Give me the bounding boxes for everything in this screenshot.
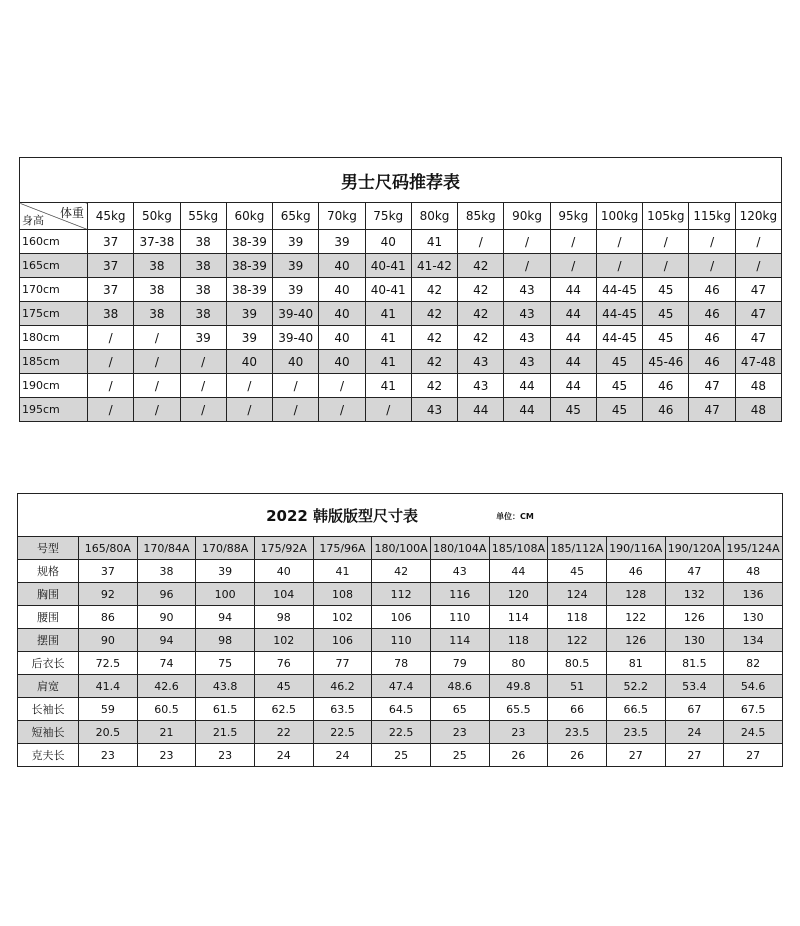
weight-header-cell: 115kg bbox=[689, 203, 735, 230]
measurement-value-cell: 22.5 bbox=[313, 721, 372, 744]
unit-label: 单位：CM bbox=[496, 511, 534, 521]
size-value-cell: / bbox=[458, 230, 504, 254]
measurement-value-cell: 38 bbox=[137, 560, 196, 583]
size-recommendation-table bbox=[19, 157, 782, 422]
size-value-cell: / bbox=[596, 254, 642, 278]
size-value-cell: / bbox=[134, 374, 180, 398]
size-value-cell: 45 bbox=[550, 398, 596, 422]
table-row bbox=[18, 560, 783, 583]
weight-header-cell: 80kg bbox=[411, 203, 457, 230]
measurement-value-cell: 27 bbox=[606, 744, 665, 767]
size-value-cell: 46 bbox=[689, 278, 735, 302]
measurement-value-cell: 60.5 bbox=[137, 698, 196, 721]
size-value-cell: 38 bbox=[180, 278, 226, 302]
weight-header-cell: 65kg bbox=[273, 203, 319, 230]
size-value-cell: 46 bbox=[643, 398, 689, 422]
measurement-value-cell: 106 bbox=[313, 629, 372, 652]
measurement-value-cell: 25 bbox=[430, 744, 489, 767]
measurement-value-cell: 94 bbox=[196, 606, 255, 629]
size-code-cell: 170/84A bbox=[137, 537, 196, 560]
measurement-value-cell: 26 bbox=[489, 744, 548, 767]
measurement-value-cell: 61.5 bbox=[196, 698, 255, 721]
measurement-value-cell: 45 bbox=[254, 675, 313, 698]
measurement-value-cell: 81 bbox=[606, 652, 665, 675]
measurement-value-cell: 23 bbox=[79, 744, 138, 767]
size-value-cell: 38 bbox=[180, 302, 226, 326]
size-value-cell: 40 bbox=[319, 350, 365, 374]
measurement-row-header: 肩宽 bbox=[18, 675, 79, 698]
measurement-value-cell: 27 bbox=[665, 744, 724, 767]
measurement-value-cell: 24 bbox=[665, 721, 724, 744]
size-code-cell: 175/96A bbox=[313, 537, 372, 560]
measurement-value-cell: 134 bbox=[724, 629, 783, 652]
measurement-value-cell: 122 bbox=[606, 606, 665, 629]
size-value-cell: 45 bbox=[596, 350, 642, 374]
size-value-cell: 38 bbox=[134, 278, 180, 302]
measurement-value-cell: 22 bbox=[254, 721, 313, 744]
measurement-value-cell: 23 bbox=[489, 721, 548, 744]
height-row-header: 170cm bbox=[20, 278, 88, 302]
measurement-value-cell: 21.5 bbox=[196, 721, 255, 744]
size-value-cell: 43 bbox=[458, 374, 504, 398]
table-row bbox=[18, 744, 783, 767]
size-value-cell: 41 bbox=[365, 374, 411, 398]
size-value-cell: 40-41 bbox=[365, 278, 411, 302]
measurement-value-cell: 77 bbox=[313, 652, 372, 675]
weight-header-cell: 55kg bbox=[180, 203, 226, 230]
size-value-cell: 39 bbox=[180, 326, 226, 350]
measurement-value-cell: 45 bbox=[548, 560, 607, 583]
size-value-cell: 47 bbox=[735, 302, 781, 326]
measurement-value-cell: 26 bbox=[548, 744, 607, 767]
measurement-value-cell: 80 bbox=[489, 652, 548, 675]
size-value-cell: 48 bbox=[735, 374, 781, 398]
size-code-cell: 190/116A bbox=[606, 537, 665, 560]
size-value-cell: / bbox=[180, 398, 226, 422]
weight-header-cell: 90kg bbox=[504, 203, 550, 230]
size-value-cell: 42 bbox=[458, 326, 504, 350]
size-code-cell: 180/104A bbox=[430, 537, 489, 560]
size-value-cell: / bbox=[735, 254, 781, 278]
size-value-cell: 44 bbox=[504, 398, 550, 422]
measurement-value-cell: 72.5 bbox=[79, 652, 138, 675]
measurement-value-cell: 114 bbox=[489, 606, 548, 629]
measurement-value-cell: 128 bbox=[606, 583, 665, 606]
size-value-cell: 45-46 bbox=[643, 350, 689, 374]
size-code-cell: 165/80A bbox=[79, 537, 138, 560]
table-row bbox=[18, 606, 783, 629]
korean-fit-size-table bbox=[17, 493, 783, 767]
size-value-cell: 43 bbox=[504, 278, 550, 302]
weight-header-cell: 50kg bbox=[134, 203, 180, 230]
measurement-value-cell: 47 bbox=[665, 560, 724, 583]
size-value-cell: 39 bbox=[319, 230, 365, 254]
measurement-value-cell: 41 bbox=[313, 560, 372, 583]
size-value-cell: / bbox=[134, 326, 180, 350]
measurement-value-cell: 79 bbox=[430, 652, 489, 675]
size-value-cell: 45 bbox=[596, 398, 642, 422]
height-row-header: 190cm bbox=[20, 374, 88, 398]
size-value-cell: 44 bbox=[504, 374, 550, 398]
size-value-cell: 37 bbox=[88, 230, 134, 254]
size-value-cell: 38-39 bbox=[226, 230, 272, 254]
weight-header-cell: 60kg bbox=[226, 203, 272, 230]
measurement-value-cell: 130 bbox=[724, 606, 783, 629]
size-value-cell: / bbox=[180, 374, 226, 398]
size-value-cell: 37 bbox=[88, 254, 134, 278]
size-value-cell: / bbox=[319, 374, 365, 398]
size-value-cell: 39 bbox=[226, 326, 272, 350]
measurement-value-cell: 24.5 bbox=[724, 721, 783, 744]
size-value-cell: 40 bbox=[365, 230, 411, 254]
size-value-cell: 43 bbox=[411, 398, 457, 422]
measurement-value-cell: 24 bbox=[313, 744, 372, 767]
measurement-value-cell: 132 bbox=[665, 583, 724, 606]
measurement-value-cell: 102 bbox=[254, 629, 313, 652]
measurement-value-cell: 76 bbox=[254, 652, 313, 675]
table-row bbox=[20, 374, 782, 398]
size-value-cell: 37-38 bbox=[134, 230, 180, 254]
size-value-cell: 40-41 bbox=[365, 254, 411, 278]
table-row bbox=[18, 721, 783, 744]
size-value-cell: 43 bbox=[504, 302, 550, 326]
size-value-cell: / bbox=[504, 230, 550, 254]
measurement-value-cell: 122 bbox=[548, 629, 607, 652]
table-row bbox=[18, 675, 783, 698]
size-value-cell: / bbox=[689, 230, 735, 254]
size-value-cell: / bbox=[273, 374, 319, 398]
table-row bbox=[18, 652, 783, 675]
size-value-cell: / bbox=[226, 398, 272, 422]
size-value-cell: 44 bbox=[550, 302, 596, 326]
measurement-value-cell: 21 bbox=[137, 721, 196, 744]
weight-header-cell: 100kg bbox=[596, 203, 642, 230]
size-value-cell: / bbox=[226, 374, 272, 398]
table-row bbox=[20, 254, 782, 278]
table-row bbox=[20, 398, 782, 422]
measurement-value-cell: 126 bbox=[665, 606, 724, 629]
measurement-value-cell: 22.5 bbox=[372, 721, 431, 744]
size-value-cell: 39-40 bbox=[273, 326, 319, 350]
measurement-value-cell: 90 bbox=[79, 629, 138, 652]
measurement-value-cell: 23.5 bbox=[606, 721, 665, 744]
height-row-header: 175cm bbox=[20, 302, 88, 326]
measurement-value-cell: 66.5 bbox=[606, 698, 665, 721]
size-value-cell: 47 bbox=[689, 374, 735, 398]
size-code-cell: 185/108A bbox=[489, 537, 548, 560]
weight-header-cell: 75kg bbox=[365, 203, 411, 230]
height-row-header: 160cm bbox=[20, 230, 88, 254]
measurement-value-cell: 120 bbox=[489, 583, 548, 606]
measurement-value-cell: 124 bbox=[548, 583, 607, 606]
measurement-row-header: 腰围 bbox=[18, 606, 79, 629]
measurement-value-cell: 81.5 bbox=[665, 652, 724, 675]
size-value-cell: / bbox=[550, 254, 596, 278]
table-row bbox=[20, 350, 782, 374]
size-value-cell: / bbox=[643, 254, 689, 278]
korean-fit-size-title bbox=[18, 494, 783, 537]
measurement-value-cell: 74 bbox=[137, 652, 196, 675]
measurement-value-cell: 75 bbox=[196, 652, 255, 675]
measurement-value-cell: 110 bbox=[430, 606, 489, 629]
table-row bbox=[20, 230, 782, 254]
measurement-value-cell: 92 bbox=[79, 583, 138, 606]
measurement-value-cell: 86 bbox=[79, 606, 138, 629]
measurement-value-cell: 67.5 bbox=[724, 698, 783, 721]
measurement-value-cell: 130 bbox=[665, 629, 724, 652]
size-value-cell: 40 bbox=[273, 350, 319, 374]
size-value-cell: 46 bbox=[689, 302, 735, 326]
size-code-cell: 170/88A bbox=[196, 537, 255, 560]
size-value-cell: 47 bbox=[735, 278, 781, 302]
size-value-cell: / bbox=[319, 398, 365, 422]
measurement-value-cell: 102 bbox=[313, 606, 372, 629]
table-row bbox=[20, 278, 782, 302]
size-value-cell: / bbox=[643, 230, 689, 254]
size-code-cell: 190/120A bbox=[665, 537, 724, 560]
measurement-value-cell: 23 bbox=[137, 744, 196, 767]
measurement-value-cell: 48 bbox=[724, 560, 783, 583]
measurement-value-cell: 114 bbox=[430, 629, 489, 652]
size-value-cell: 40 bbox=[319, 278, 365, 302]
size-value-cell: 41 bbox=[365, 302, 411, 326]
measurement-value-cell: 78 bbox=[372, 652, 431, 675]
size-value-cell: 42 bbox=[411, 326, 457, 350]
measurement-value-cell: 94 bbox=[137, 629, 196, 652]
size-value-cell: 38 bbox=[180, 254, 226, 278]
measurement-value-cell: 63.5 bbox=[313, 698, 372, 721]
size-code-cell: 175/92A bbox=[254, 537, 313, 560]
size-value-cell: 44 bbox=[550, 326, 596, 350]
measurement-value-cell: 41.4 bbox=[79, 675, 138, 698]
measurement-value-cell: 66 bbox=[548, 698, 607, 721]
measurement-value-cell: 46.2 bbox=[313, 675, 372, 698]
size-value-cell: 43 bbox=[504, 326, 550, 350]
measurement-value-cell: 118 bbox=[489, 629, 548, 652]
measurement-value-cell: 23 bbox=[430, 721, 489, 744]
measurement-value-cell: 80.5 bbox=[548, 652, 607, 675]
size-value-cell: 46 bbox=[643, 374, 689, 398]
measurement-value-cell: 59 bbox=[79, 698, 138, 721]
size-value-cell: 46 bbox=[689, 326, 735, 350]
weight-header-cell: 95kg bbox=[550, 203, 596, 230]
size-code-cell: 185/112A bbox=[548, 537, 607, 560]
size-value-cell: / bbox=[689, 254, 735, 278]
size-code-header: 号型 bbox=[18, 537, 79, 560]
measurement-value-cell: 51 bbox=[548, 675, 607, 698]
measurement-value-cell: 98 bbox=[254, 606, 313, 629]
size-value-cell: 42 bbox=[411, 278, 457, 302]
size-value-cell: 44-45 bbox=[596, 278, 642, 302]
size-recommendation-title: 男士尺码推荐表 bbox=[20, 158, 782, 203]
measurement-value-cell: 82 bbox=[724, 652, 783, 675]
size-value-cell: 38-39 bbox=[226, 278, 272, 302]
size-code-cell: 180/100A bbox=[372, 537, 431, 560]
size-value-cell: 44 bbox=[458, 398, 504, 422]
size-value-cell: 42 bbox=[411, 302, 457, 326]
weight-header-cell: 85kg bbox=[458, 203, 504, 230]
size-value-cell: 42 bbox=[411, 374, 457, 398]
size-value-cell: 38-39 bbox=[226, 254, 272, 278]
measurement-row-header: 胸围 bbox=[18, 583, 79, 606]
measurement-row-header: 摆围 bbox=[18, 629, 79, 652]
measurement-value-cell: 136 bbox=[724, 583, 783, 606]
size-value-cell: 42 bbox=[458, 254, 504, 278]
measurement-value-cell: 104 bbox=[254, 583, 313, 606]
measurement-row-header: 克夫长 bbox=[18, 744, 79, 767]
measurement-value-cell: 96 bbox=[137, 583, 196, 606]
measurement-value-cell: 112 bbox=[372, 583, 431, 606]
size-value-cell: 41 bbox=[365, 326, 411, 350]
size-value-cell: 45 bbox=[643, 302, 689, 326]
measurement-value-cell: 67 bbox=[665, 698, 724, 721]
size-value-cell: / bbox=[88, 374, 134, 398]
size-value-cell: 43 bbox=[458, 350, 504, 374]
height-label: 身高 bbox=[22, 214, 44, 227]
measurement-value-cell: 39 bbox=[196, 560, 255, 583]
size-value-cell: 41-42 bbox=[411, 254, 457, 278]
measurement-value-cell: 40 bbox=[254, 560, 313, 583]
size-value-cell: 39-40 bbox=[273, 302, 319, 326]
size-value-cell: 44 bbox=[550, 278, 596, 302]
size-value-cell: 42 bbox=[458, 302, 504, 326]
measurement-row-header: 长袖长 bbox=[18, 698, 79, 721]
table-row bbox=[18, 583, 783, 606]
size-value-cell: 37 bbox=[88, 278, 134, 302]
measurement-value-cell: 118 bbox=[548, 606, 607, 629]
size-value-cell: 38 bbox=[134, 302, 180, 326]
size-value-cell: / bbox=[134, 350, 180, 374]
size-value-cell: 41 bbox=[411, 230, 457, 254]
size-value-cell: 40 bbox=[319, 254, 365, 278]
size-value-cell: / bbox=[504, 254, 550, 278]
measurement-value-cell: 62.5 bbox=[254, 698, 313, 721]
size-value-cell: / bbox=[88, 350, 134, 374]
size-value-cell: 39 bbox=[273, 254, 319, 278]
weight-header-cell: 120kg bbox=[735, 203, 781, 230]
size-value-cell: 45 bbox=[596, 374, 642, 398]
size-value-cell: 47-48 bbox=[735, 350, 781, 374]
measurement-value-cell: 65 bbox=[430, 698, 489, 721]
size-value-cell: 45 bbox=[643, 278, 689, 302]
size-value-cell: 40 bbox=[319, 326, 365, 350]
measurement-row-header: 短袖长 bbox=[18, 721, 79, 744]
size-value-cell: 39 bbox=[273, 230, 319, 254]
measurement-value-cell: 108 bbox=[313, 583, 372, 606]
measurement-row-header: 后衣长 bbox=[18, 652, 79, 675]
measurement-value-cell: 42 bbox=[372, 560, 431, 583]
size-value-cell: / bbox=[134, 398, 180, 422]
size-value-cell: 38 bbox=[180, 230, 226, 254]
table-row bbox=[20, 302, 782, 326]
size-value-cell: 42 bbox=[458, 278, 504, 302]
measurement-value-cell: 54.6 bbox=[724, 675, 783, 698]
weight-header-cell: 105kg bbox=[643, 203, 689, 230]
size-value-cell: 39 bbox=[226, 302, 272, 326]
height-row-header: 185cm bbox=[20, 350, 88, 374]
measurement-value-cell: 90 bbox=[137, 606, 196, 629]
size-value-cell: / bbox=[365, 398, 411, 422]
measurement-value-cell: 46 bbox=[606, 560, 665, 583]
size-value-cell: / bbox=[596, 230, 642, 254]
size-code-cell: 195/124A bbox=[724, 537, 783, 560]
size-value-cell: 38 bbox=[88, 302, 134, 326]
measurement-value-cell: 24 bbox=[254, 744, 313, 767]
size-value-cell: / bbox=[550, 230, 596, 254]
size-value-cell: 44 bbox=[550, 350, 596, 374]
size-value-cell: / bbox=[88, 398, 134, 422]
measurement-value-cell: 25 bbox=[372, 744, 431, 767]
weight-label: 体重 bbox=[59, 206, 84, 220]
measurement-value-cell: 23.5 bbox=[548, 721, 607, 744]
size-value-cell: / bbox=[180, 350, 226, 374]
measurement-value-cell: 100 bbox=[196, 583, 255, 606]
measurement-value-cell: 43 bbox=[430, 560, 489, 583]
size-value-cell: 44 bbox=[550, 374, 596, 398]
table-row bbox=[20, 326, 782, 350]
size-value-cell: / bbox=[735, 230, 781, 254]
size-value-cell: 44-45 bbox=[596, 302, 642, 326]
size-value-cell: / bbox=[273, 398, 319, 422]
measurement-value-cell: 47.4 bbox=[372, 675, 431, 698]
weight-header-cell: 70kg bbox=[319, 203, 365, 230]
measurement-row-header: 规格 bbox=[18, 560, 79, 583]
size-value-cell: 39 bbox=[273, 278, 319, 302]
size-value-cell: 48 bbox=[735, 398, 781, 422]
measurement-value-cell: 110 bbox=[372, 629, 431, 652]
measurement-value-cell: 98 bbox=[196, 629, 255, 652]
size-value-cell: 40 bbox=[319, 302, 365, 326]
size-value-cell: 47 bbox=[735, 326, 781, 350]
size-value-cell: 47 bbox=[689, 398, 735, 422]
measurement-value-cell: 27 bbox=[724, 744, 783, 767]
height-row-header: 180cm bbox=[20, 326, 88, 350]
size-value-cell: 38 bbox=[134, 254, 180, 278]
size-value-cell: 46 bbox=[689, 350, 735, 374]
size-value-cell: 44-45 bbox=[596, 326, 642, 350]
measurement-value-cell: 64.5 bbox=[372, 698, 431, 721]
size-table-title: 2022 韩版版型尺寸表 bbox=[266, 506, 419, 525]
measurement-value-cell: 65.5 bbox=[489, 698, 548, 721]
measurement-value-cell: 116 bbox=[430, 583, 489, 606]
height-row-header: 195cm bbox=[20, 398, 88, 422]
measurement-value-cell: 23 bbox=[196, 744, 255, 767]
measurement-value-cell: 37 bbox=[79, 560, 138, 583]
size-value-cell: 42 bbox=[411, 350, 457, 374]
measurement-value-cell: 42.6 bbox=[137, 675, 196, 698]
table-row bbox=[18, 698, 783, 721]
measurement-value-cell: 126 bbox=[606, 629, 665, 652]
size-value-cell: 43 bbox=[504, 350, 550, 374]
height-row-header: 165cm bbox=[20, 254, 88, 278]
weight-height-corner-cell bbox=[20, 203, 88, 230]
measurement-value-cell: 20.5 bbox=[79, 721, 138, 744]
measurement-value-cell: 106 bbox=[372, 606, 431, 629]
table-row bbox=[18, 629, 783, 652]
measurement-value-cell: 53.4 bbox=[665, 675, 724, 698]
size-value-cell: 40 bbox=[226, 350, 272, 374]
measurement-value-cell: 52.2 bbox=[606, 675, 665, 698]
size-value-cell: 45 bbox=[643, 326, 689, 350]
measurement-value-cell: 49.8 bbox=[489, 675, 548, 698]
size-value-cell: 41 bbox=[365, 350, 411, 374]
measurement-value-cell: 44 bbox=[489, 560, 548, 583]
measurement-value-cell: 43.8 bbox=[196, 675, 255, 698]
measurement-value-cell: 48.6 bbox=[430, 675, 489, 698]
weight-header-cell: 45kg bbox=[88, 203, 134, 230]
size-value-cell: / bbox=[88, 326, 134, 350]
